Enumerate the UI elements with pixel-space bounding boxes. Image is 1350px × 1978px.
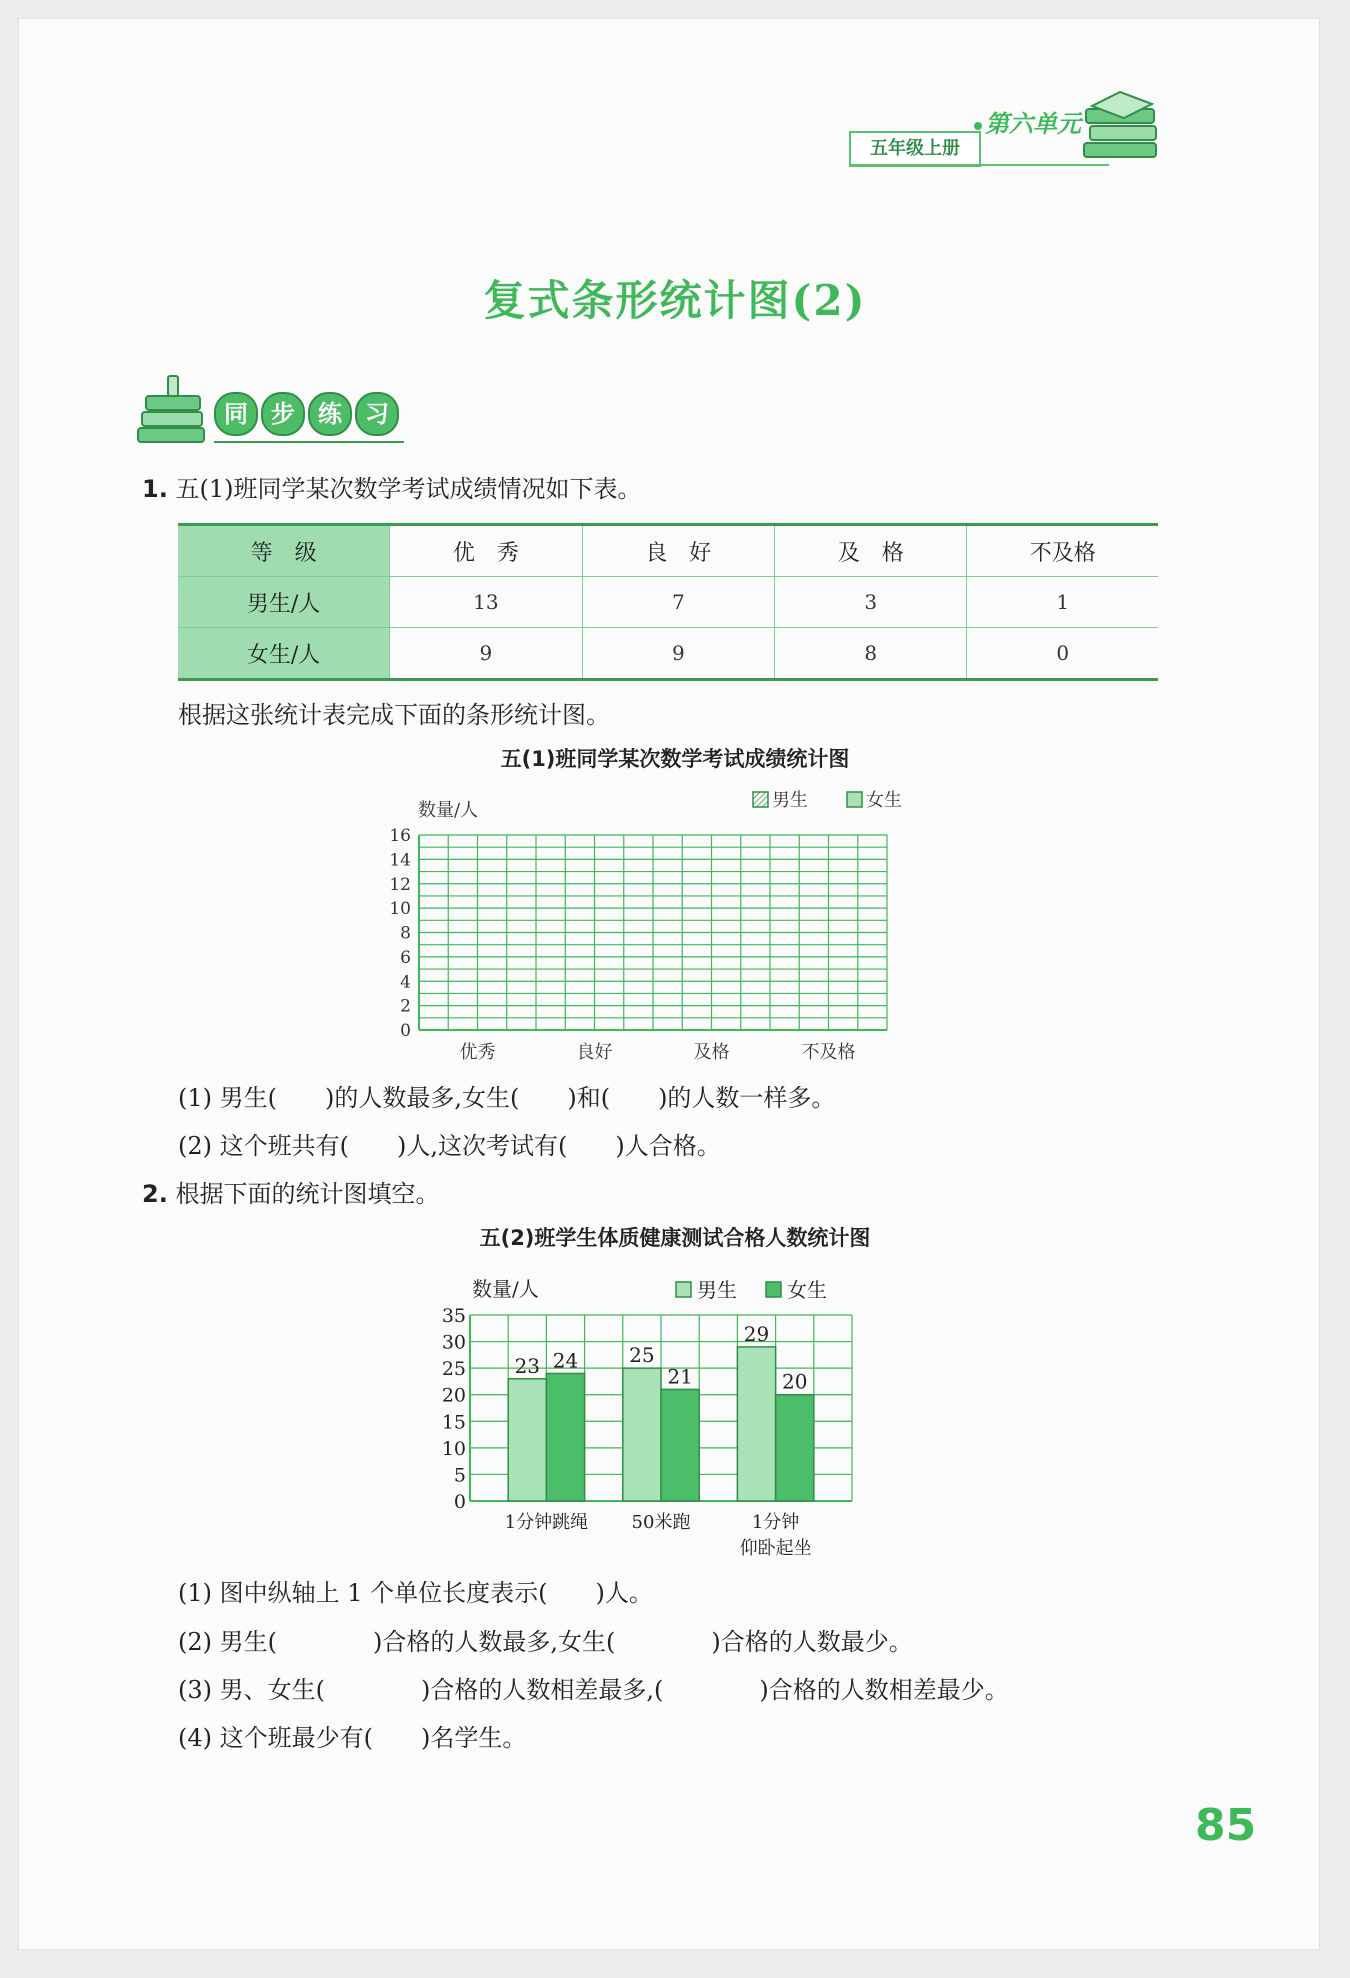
legend-label: 女生 [866,790,902,811]
data-label: 21 [667,1364,693,1389]
y-tick-label: 16 [389,826,411,846]
y-tick-label: 4 [400,972,411,993]
y-tick-label: 14 [389,850,411,871]
bar [776,1395,814,1501]
badge-char: 习 [355,392,399,436]
y-axis-label: 数量/人 [472,1277,539,1301]
section-badge [214,392,402,436]
q2-number: 2. [142,1180,168,1208]
y-tick-label: 10 [441,1437,466,1460]
table-header: 良 好 [582,525,774,577]
bar [546,1373,584,1501]
category-label: 1分钟 [751,1512,800,1533]
scores-table [178,523,1158,681]
chart1 [370,780,950,1070]
books-stack-icon [132,368,212,450]
legend-label: 男生 [772,790,808,811]
table-row [178,577,1158,628]
bar [623,1368,661,1501]
y-tick-label: 25 [441,1358,466,1381]
q2-line [142,1174,439,1209]
books-icon [1080,88,1165,168]
legend-label: 男生 [697,1278,737,1302]
table-header: 等 级 [178,525,390,577]
q2-text: 根据下面的统计图填空。 [175,1180,440,1208]
y-tick-label: 5 [453,1464,466,1487]
q2-sub4: (4) 这个班最少有( )名学生。 [178,1724,527,1752]
table-header: 不及格 [1029,540,1096,566]
bar [661,1389,699,1501]
category-label: 不及格 [801,1042,856,1063]
q1-sub1: (1) 男生( )的人数最多,女生( )和( )的人数一样多。 [178,1084,836,1112]
y-tick-label: 35 [441,1305,466,1327]
y-tick-label: 12 [389,874,411,895]
chart1-title: 五(1)班同学某次数学考试成绩统计图 [500,747,850,771]
header-rule [849,164,1109,166]
table-cell: 7 [582,577,774,628]
header-dot [974,122,982,130]
page-title: 复式条形统计图(2) [483,276,867,325]
table-cell: 9 [390,628,582,680]
chart2-title: 五(2)班学生体质健康测试合格人数统计图 [479,1226,871,1250]
table-cell: 3 [775,577,967,628]
category-label: 50米跑 [631,1512,691,1533]
y-tick-label: 0 [400,1021,411,1041]
category-label: 良好 [576,1042,613,1063]
table-row-label: 男生/人 [178,577,390,628]
table-header-row [178,525,1158,577]
y-tick-label: 0 [453,1491,466,1513]
category-label: 及格 [693,1042,730,1063]
y-axis-label: 数量/人 [418,800,479,821]
data-label: 20 [781,1369,808,1394]
y-tick-label: 20 [441,1384,466,1407]
badge-char: 练 [308,392,352,436]
table-cell: 0 [1056,641,1070,665]
badge-underline [214,441,404,443]
q2-sub2: (2) 男生( )合格的人数最多,女生( )合格的人数最少。 [178,1628,913,1656]
q2-sub1: (1) 图中纵轴上 1 个单位长度表示( )人。 [178,1579,653,1607]
bar [508,1379,546,1501]
unit-label: 第六单元 [985,110,1081,138]
page-number: 85 [1195,1800,1257,1851]
q1-text: 五(1)班同学某次数学考试成绩情况如下表。 [175,475,642,503]
category-label: 优秀 [459,1042,496,1063]
legend-label: 女生 [787,1278,827,1302]
q1-number: 1. [142,475,168,503]
q1-line [142,469,641,504]
table-cell: 9 [582,628,774,680]
table-header: 及 格 [775,525,967,577]
q1-instruction: 根据这张统计表完成下面的条形统计图。 [178,701,610,729]
badge-char: 同 [214,392,258,436]
y-tick-label: 6 [400,947,411,968]
legend-swatch-female [766,1282,781,1297]
data-label: 29 [743,1321,770,1346]
table-row [178,628,1158,680]
legend-swatch-male [676,1282,691,1297]
legend-swatch-female [847,792,862,807]
badge-char: 步 [261,392,305,436]
q1-sub2: (2) 这个班共有( )人,这次考试有( )人合格。 [178,1132,721,1160]
category-label: 仰卧起坐 [739,1538,812,1559]
category-label: 1分钟跳绳 [504,1512,589,1533]
bar [737,1347,775,1501]
legend-swatch-male [753,792,768,807]
y-tick-label: 30 [441,1331,466,1354]
data-label: 25 [629,1343,655,1368]
table-row-label: 女生/人 [178,628,390,680]
table-cell: 8 [775,628,967,680]
q2-sub3: (3) 男、女生( )合格的人数相差最多,( )合格的人数相差最少。 [178,1676,1009,1704]
data-label: 24 [552,1348,579,1373]
chart2 [410,1268,910,1578]
data-label: 23 [514,1353,541,1378]
grade-label: 五年级上册 [849,131,981,167]
y-tick-label: 10 [389,899,411,920]
y-tick-label: 15 [441,1411,466,1434]
y-tick-label: 8 [400,923,411,944]
table-header: 优 秀 [390,525,582,577]
y-tick-label: 2 [400,996,411,1017]
table-cell: 1 [1056,590,1070,614]
table-cell: 13 [390,577,582,628]
